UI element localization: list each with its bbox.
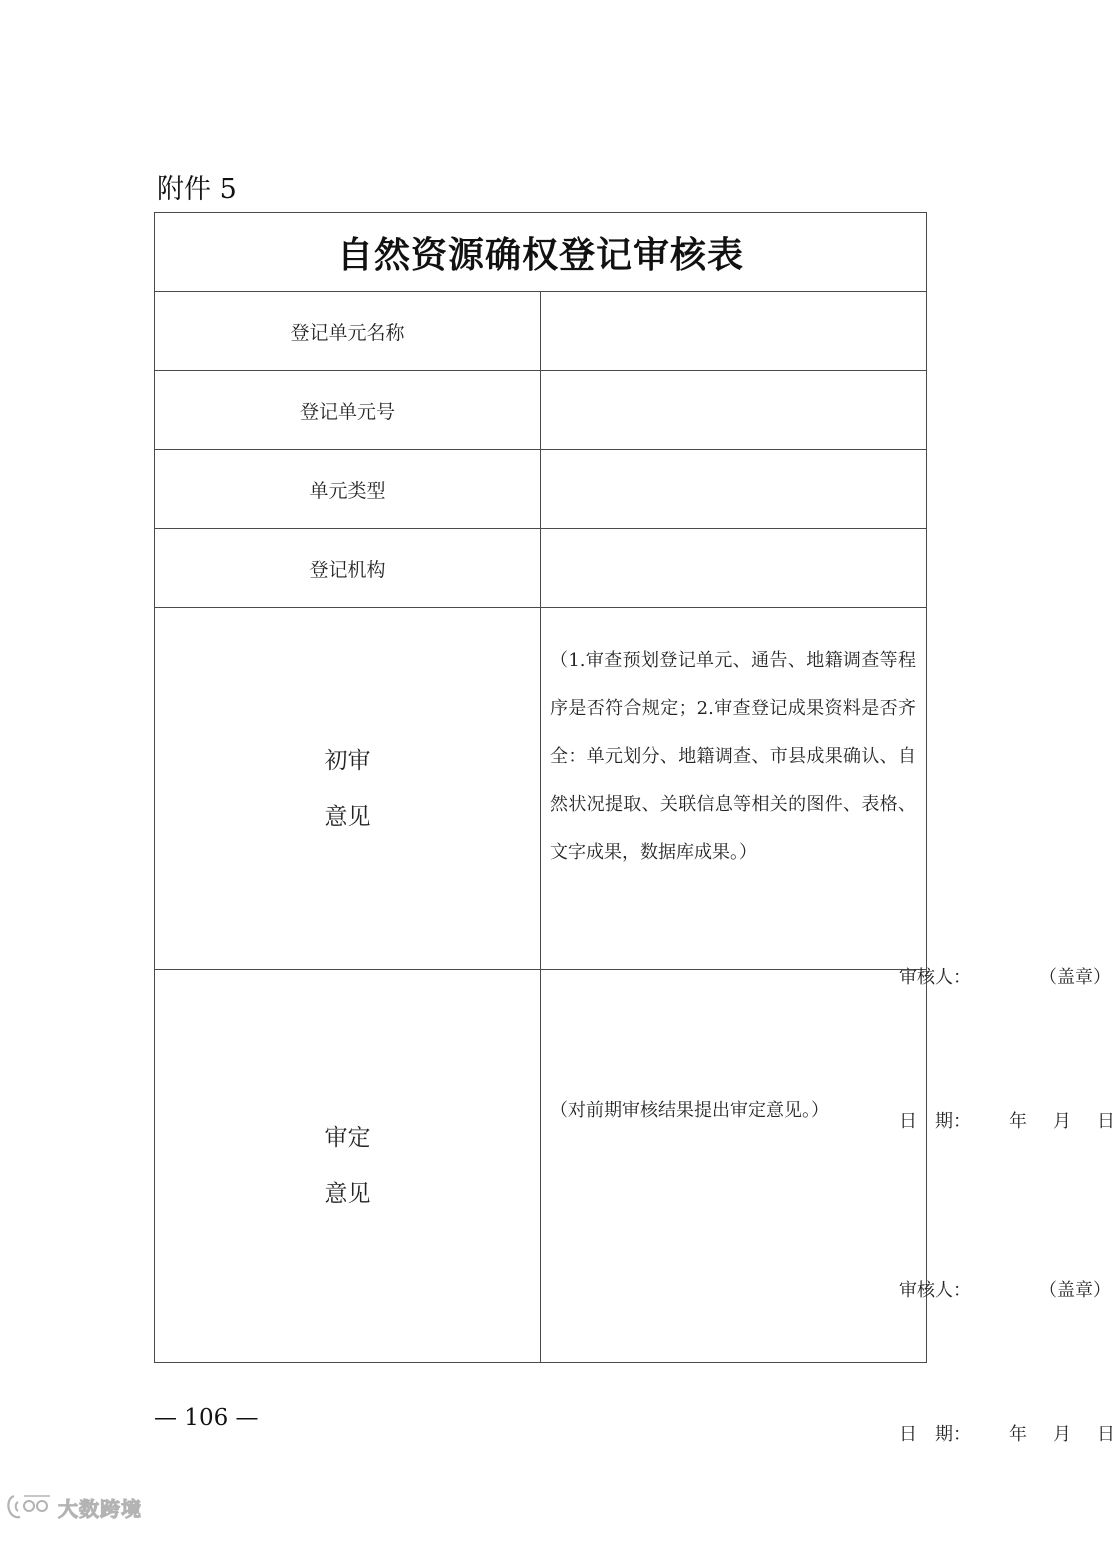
- registration-unit-name-field[interactable]: [541, 292, 927, 371]
- reviewer-label: 审核人：: [899, 1280, 971, 1301]
- table-row: [155, 371, 927, 450]
- final-review-label-line2: 意见: [324, 1181, 371, 1207]
- watermark-text: 大数跨境: [58, 1496, 142, 1521]
- page-number: — 106 —: [154, 1405, 259, 1431]
- registration-unit-number-label: 登记单元号: [155, 371, 541, 450]
- day-label: 日: [1097, 1111, 1115, 1132]
- reviewer-label: 审核人：: [899, 967, 971, 988]
- final-review-label: [155, 970, 541, 1363]
- table-row: [155, 292, 927, 371]
- seal-label: （盖章）: [1039, 967, 1111, 988]
- initial-review-instructions: （1.审查预划登记单元、通告、地籍调查等程序是否符合规定；2.审查登记成果资料是否齐全：单元划分、地籍调查、市县成果确认、自然状况提取、关联信息等相关的图件、表格、文字成果，数据库成果。）: [550, 650, 916, 863]
- date-line: [899, 1098, 1115, 1146]
- final-review-field[interactable]: [541, 970, 1115, 1445]
- unit-type-label: 单元类型: [155, 450, 541, 529]
- date-label: 日 期：: [899, 1424, 971, 1445]
- registration-unit-name-label: 登记单元名称: [155, 292, 541, 371]
- year-label: 年: [1009, 1424, 1027, 1445]
- date-label: 日 期：: [899, 1111, 971, 1132]
- initial-review-label-line2: 意见: [324, 803, 371, 830]
- table-row: [155, 529, 927, 608]
- title-row: [155, 213, 927, 292]
- final-review-label-line1: 审定: [324, 1125, 371, 1151]
- initial-review-label-line1: 初审: [324, 747, 371, 774]
- month-label: 月: [1053, 1424, 1071, 1445]
- watermark-logo-icon: [4, 1492, 56, 1522]
- registration-authority-field[interactable]: [541, 529, 927, 608]
- seal-label: （盖章）: [1039, 1280, 1111, 1301]
- watermark: [4, 1490, 142, 1524]
- day-label: 日: [1097, 1424, 1115, 1445]
- reviewer-line: [899, 954, 1115, 1002]
- final-review-signature-block: [899, 1171, 1115, 1555]
- year-label: 年: [1009, 1111, 1027, 1132]
- reviewer-line: [899, 1267, 1115, 1315]
- final-review-instructions: （对前期审核结果提出审定意见。）: [550, 1100, 829, 1121]
- final-review-row: [155, 970, 927, 1363]
- registration-unit-number-field[interactable]: [541, 371, 927, 450]
- registration-authority-label: 登记机构: [155, 529, 541, 608]
- table-row: [155, 450, 927, 529]
- attachment-label: 附件 5: [157, 174, 237, 205]
- form-title: 自然资源确权登记审核表: [155, 213, 927, 292]
- unit-type-field[interactable]: [541, 450, 927, 529]
- initial-review-row: [155, 608, 927, 970]
- date-line: [899, 1411, 1115, 1459]
- month-label: 月: [1053, 1111, 1071, 1132]
- initial-review-label: [155, 608, 541, 970]
